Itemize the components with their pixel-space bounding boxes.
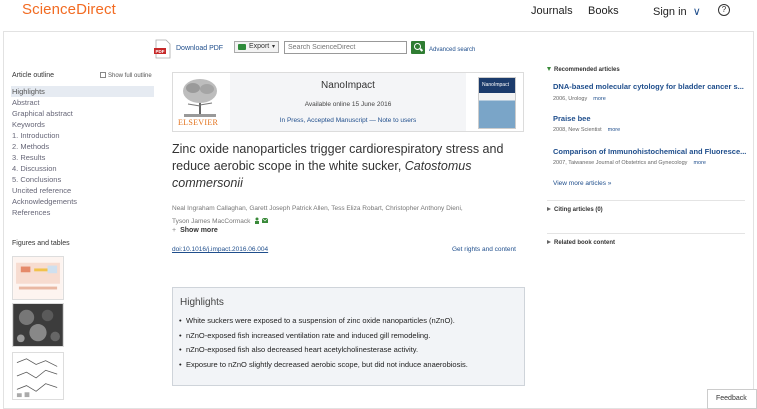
highlight-item: • White suckers were exposed to a suspension of zinc oxide nanoparticles (nZnO). xyxy=(179,315,519,327)
figures-tables-heading: Figures and tables xyxy=(12,240,70,247)
article-outline-heading: Article outline xyxy=(12,72,55,79)
related-heading: Related book content xyxy=(554,240,616,246)
view-more-articles-link[interactable]: View more articles » xyxy=(553,180,612,187)
outline-item[interactable]: Abstract xyxy=(12,98,40,107)
sign-in-link[interactable] xyxy=(653,5,701,18)
available-online-date: Available online 15 June 2016 xyxy=(304,101,392,108)
doi-link[interactable]: doi:10.1016/j.impact.2016.06.004 xyxy=(172,246,269,253)
citing-articles-toggle[interactable] xyxy=(547,207,603,213)
journal-cover-image[interactable] xyxy=(478,77,516,129)
show-full-outline-checkbox[interactable] xyxy=(100,72,152,79)
sign-in-label: Sign in xyxy=(653,6,687,18)
figure-thumbnail-3[interactable] xyxy=(12,352,64,400)
person-mail-icon[interactable] xyxy=(254,217,268,224)
in-press-note-link[interactable]: In Press, Accepted Manuscript — Note to users xyxy=(279,117,417,124)
recommended-article-title[interactable]: Praise bee xyxy=(553,114,591,123)
figure-thumbnail-1[interactable] xyxy=(12,256,64,300)
outline-item[interactable]: Graphical abstract xyxy=(12,109,73,118)
outline-item[interactable]: Highlights xyxy=(11,86,154,97)
authors-line-1[interactable]: Neal Ingraham Callaghan, Garett Joseph Patrick Allen, Tess Eliza Robart, Christopher Anthony Dieni, xyxy=(172,205,463,212)
outline-item[interactable]: References xyxy=(12,208,51,217)
outline-item[interactable]: 3. Results xyxy=(12,153,46,162)
highlights-heading: Highlights xyxy=(180,297,224,308)
advanced-search-link[interactable]: Advanced search xyxy=(429,47,476,53)
recommended-article-source: 2006, Urology xyxy=(553,96,588,102)
outline-item[interactable]: 5. Conclusions xyxy=(12,175,62,184)
triangle-right-icon xyxy=(547,207,551,211)
related-book-content-toggle[interactable] xyxy=(547,240,615,246)
show-more-button[interactable] xyxy=(172,227,218,234)
rights-content-link[interactable]: Get rights and content xyxy=(452,246,516,253)
authors-line-2 xyxy=(172,215,524,228)
download-pdf-link[interactable]: Download PDF xyxy=(176,45,224,52)
recommended-article-meta xyxy=(553,160,706,166)
outline-item[interactable]: 4. Discussion xyxy=(12,164,57,173)
search-button[interactable] xyxy=(411,41,425,54)
plus-icon: + xyxy=(172,227,177,234)
svg-text:PDF: PDF xyxy=(155,48,165,54)
more-link[interactable]: more xyxy=(593,96,606,102)
recommended-article-meta xyxy=(553,96,606,102)
figure-thumbnail-2[interactable] xyxy=(12,303,64,347)
sciencedirect-logo[interactable]: ScienceDirect xyxy=(22,1,116,18)
elsevier-tree-logo xyxy=(176,76,224,120)
checkbox-icon xyxy=(100,72,106,78)
triangle-right-icon xyxy=(547,240,551,244)
help-icon[interactable]: ? xyxy=(718,4,730,16)
article-title-species: Catostomus commersonii xyxy=(172,159,472,190)
excel-icon xyxy=(238,44,246,50)
nav-books[interactable]: Books xyxy=(588,5,619,17)
top-bar xyxy=(0,0,757,30)
highlights-list xyxy=(179,315,519,373)
pdf-icon[interactable] xyxy=(153,39,173,59)
outline-item[interactable]: Acknowledgements xyxy=(12,197,78,206)
show-more-label: Show more xyxy=(180,227,218,234)
recommended-article-meta xyxy=(553,127,620,133)
outline-item[interactable]: Keywords xyxy=(12,120,45,129)
article-outline-list xyxy=(11,86,154,218)
show-full-outline-label: Show full outline xyxy=(108,73,152,79)
recommended-articles-toggle[interactable] xyxy=(547,67,620,73)
author-list xyxy=(172,202,524,228)
chevron-down-icon: ∨ xyxy=(692,6,701,18)
recommended-article-source: 2007, Taiwanese Journal of Obstetrics and Gynecology xyxy=(553,160,688,166)
outline-item[interactable]: 2. Methods xyxy=(12,142,50,151)
highlight-item: • nZnO-exposed fish increased ventilation rate and induced gill remodeling. xyxy=(179,330,519,342)
corresponding-author[interactable]: Tyson James MacCormack xyxy=(172,218,251,225)
more-link[interactable]: more xyxy=(607,127,621,133)
recommended-article-title[interactable]: Comparison of Immunohistochemical and Fluoresce... xyxy=(553,147,746,156)
search-input[interactable] xyxy=(284,41,407,54)
more-link[interactable]: more xyxy=(693,160,706,166)
highlight-item: • Exposure to nZnO slightly decreased aerobic scope, but did not induce anaerobiosis. xyxy=(179,359,519,371)
divider xyxy=(547,200,745,201)
export-button[interactable] xyxy=(234,41,279,53)
article-title-main: Zinc oxide nanoparticles trigger cardiorespiratory stress and reduce aerobic scope in the white sucker, xyxy=(172,142,504,173)
feedback-button[interactable]: Feedback xyxy=(707,389,757,409)
article-title xyxy=(172,141,524,192)
citing-heading: Citing articles (0) xyxy=(554,207,603,213)
outline-item[interactable]: Uncited reference xyxy=(12,186,72,195)
export-label: Export xyxy=(249,43,270,50)
recommended-article-title[interactable]: DNA-based molecular cytology for bladder cancer s... xyxy=(553,82,744,91)
recommended-article-source: 2008, New Scientist xyxy=(553,127,602,133)
chevron-down-icon: ▾ xyxy=(271,44,275,50)
triangle-down-icon xyxy=(547,67,551,71)
journal-title[interactable]: NanoImpact xyxy=(321,80,375,91)
divider xyxy=(547,233,745,234)
elsevier-wordmark: ELSEVIER xyxy=(178,118,219,127)
cover-journal-name: NanoImpact xyxy=(482,82,509,88)
recommended-heading: Recommended articles xyxy=(554,67,620,73)
outline-item[interactable]: 1. Introduction xyxy=(12,131,60,140)
nav-journals[interactable]: Journals xyxy=(531,5,573,17)
highlight-item: • nZnO-exposed fish also decreased heart acetylcholinesterase activity. xyxy=(179,344,519,356)
